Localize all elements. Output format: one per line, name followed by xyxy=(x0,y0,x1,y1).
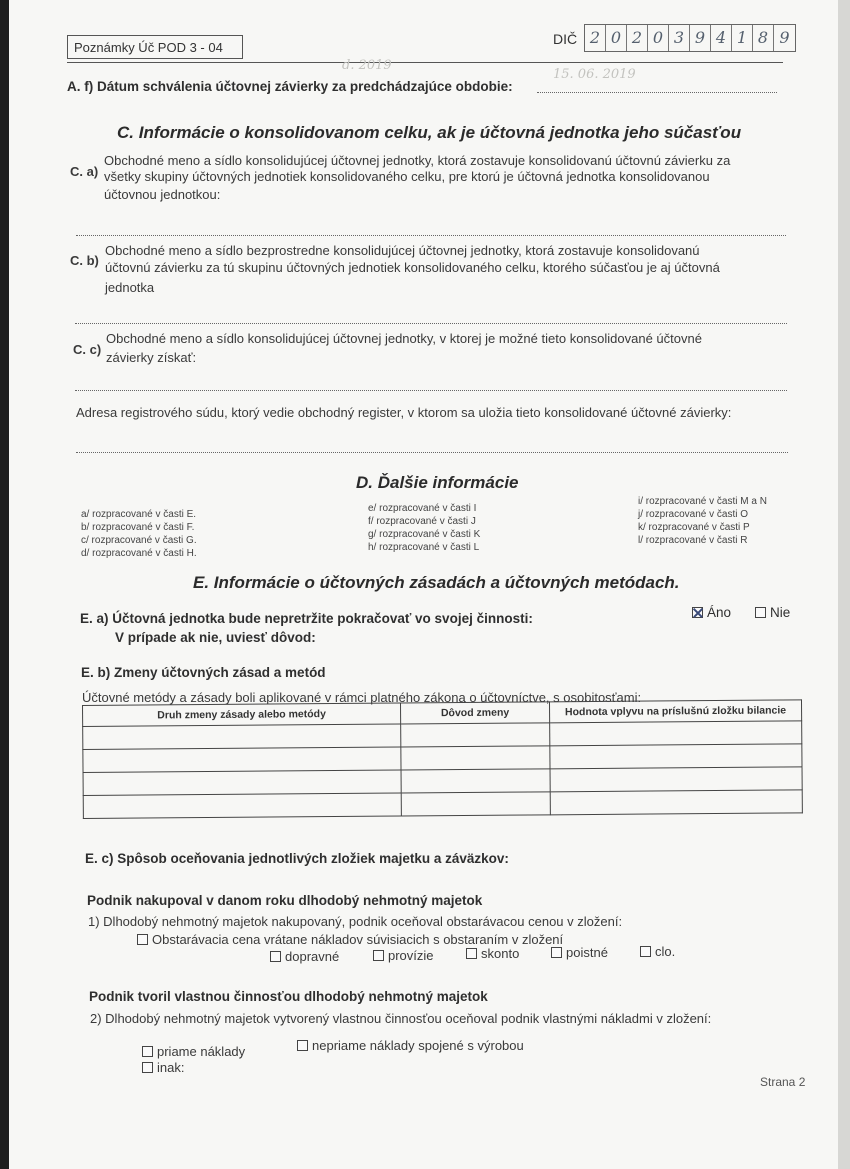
cost-part-poistne[interactable] xyxy=(551,944,608,961)
checkbox[interactable] xyxy=(466,948,477,959)
cb-line-2: účtovnú závierku za tú skupinu účtovných jednotiek konsolidovaného celku, ktorého súčasťou je aj účtovná xyxy=(105,260,720,275)
dic-field xyxy=(584,24,796,52)
list-item: h/ rozpracované v časti L xyxy=(368,542,480,553)
yes-checkbox[interactable] xyxy=(692,607,703,618)
changes-table xyxy=(82,699,803,819)
cb-answer-field[interactable] xyxy=(75,323,787,324)
cost-part-provizie[interactable] xyxy=(373,947,434,964)
indirect-costs-label: nepriame náklady spojené s výrobou xyxy=(312,1038,524,1053)
ea-no-option[interactable] xyxy=(755,605,790,620)
column-header: Druh zmeny zásady alebo metódy xyxy=(83,703,401,726)
cc-label: C. c) xyxy=(73,342,102,357)
yes-label: Áno xyxy=(707,605,732,620)
section-c-heading: C. Informácie o konsolidovanom celku, ak je účtovná jednotka jeho súčasťou xyxy=(117,123,742,142)
cost-option-label: Obstarávacia cena vrátane nákladov súvisiacich s obstaraním v zložení xyxy=(152,932,564,947)
cc-line-2: závierky získať: xyxy=(106,350,197,365)
dic-digit: 4 xyxy=(711,25,732,51)
ca-line-1: Obchodné meno a sídlo konsolidujúcej účtovnej jednotky, ktorá zostavuje konsolidovanú účtovnú závierku za xyxy=(104,153,731,168)
checkbox[interactable] xyxy=(270,951,281,962)
ea-question: E. a) Účtovná jednotka bude nepretržite pokračovať vo svojej činnosti: xyxy=(80,611,533,626)
cc-answer-field[interactable] xyxy=(75,390,787,391)
list-item: a/ rozpracované v časti E. xyxy=(81,509,197,520)
af-approval-label: A. f) Dátum schválenia účtovnej závierky za predchádzajúce obdobie: xyxy=(67,79,513,94)
checkbox[interactable] xyxy=(142,1046,153,1057)
table-cell[interactable] xyxy=(83,793,401,818)
table-cell[interactable] xyxy=(550,744,802,769)
table-cell[interactable] xyxy=(401,769,550,793)
registry-answer-field[interactable] xyxy=(76,452,788,453)
cost-part-label: provízie xyxy=(388,948,434,963)
own-line: 2) Dlhodobý nehmotný majetok vytvorený vlastnou činnosťou oceňoval podnik vlastnými nákladmi v zložení: xyxy=(90,1011,712,1026)
ea-reason-label: V prípade ak nie, uviesť dôvod: xyxy=(115,630,316,645)
faint-handwriting-date: 15. 06. 2019 xyxy=(553,67,636,82)
table-cell[interactable] xyxy=(401,723,550,747)
cb-line-3: jednotka xyxy=(105,280,155,295)
bought-title: Podnik nakupoval v danom roku dlhodobý nehmotný majetok xyxy=(87,893,483,908)
cb-line-1: Obchodné meno a sídlo bezprostredne konsolidujúcej účtovnej jednotky, ktorá zostavuje konsolidovanú xyxy=(105,243,700,258)
table-cell[interactable] xyxy=(550,721,802,746)
section-e-heading: E. Informácie o účtovných zásadách a účtovných metódach. xyxy=(193,573,680,592)
bought-line: 1) Dlhodobý nehmotný majetok nakupovaný, podnik oceňoval obstarávacou cenou v zložení: xyxy=(88,914,623,929)
section-d-list-2 xyxy=(368,502,480,554)
table-cell[interactable] xyxy=(83,770,401,795)
other-costs-option[interactable] xyxy=(142,1059,184,1076)
direct-costs-label: priame náklady xyxy=(157,1044,246,1059)
cc-line-1: Obchodné meno a sídlo konsolidujúcej účtovnej jednotky, v ktorej je možné tieto konsolidované účtovné xyxy=(106,331,702,346)
cb-label: C. b) xyxy=(70,253,99,268)
table-cell[interactable] xyxy=(401,746,550,770)
cost-part-label: skonto xyxy=(481,946,520,961)
dic-digit: 0 xyxy=(648,25,669,51)
scan-right-edge xyxy=(838,0,850,1169)
dic-digit: 2 xyxy=(627,25,648,51)
list-item: g/ rozpracované v časti K xyxy=(368,529,481,540)
other-costs-label: inak: xyxy=(157,1060,185,1075)
list-item: f/ rozpracované v časti J xyxy=(368,516,476,527)
faint-handwriting-top: d. 2019 xyxy=(342,58,392,73)
checkbox[interactable] xyxy=(640,946,651,957)
header-divider xyxy=(67,62,783,63)
cost-part-label: dopravné xyxy=(285,949,340,964)
dic-digit: 9 xyxy=(779,28,790,47)
registry-court-label: Adresa registrového súdu, ktorý vedie obchodný register, v ktorom sa uložia tieto konsolidované účtovné závierky: xyxy=(76,405,732,420)
dic-digit: 1 xyxy=(732,25,753,51)
table-cell[interactable] xyxy=(83,747,401,772)
cost-part-skonto[interactable] xyxy=(466,945,519,962)
indirect-costs-option[interactable] xyxy=(297,1037,524,1054)
ca-line-2: všetky skupiny účtovných jednotiek konsolidovaného celku, pre ktorú je účtovná jednotka konsolidovanou xyxy=(104,169,710,184)
list-item: c/ rozpracované v časti G. xyxy=(81,535,197,546)
checkbox[interactable] xyxy=(297,1040,308,1051)
dic-digit: 9 xyxy=(690,25,711,51)
list-item: j/ rozpracované v časti O xyxy=(638,509,749,520)
ca-label: C. a) xyxy=(70,164,99,179)
list-item: l/ rozpracované v časti R xyxy=(638,535,748,546)
ea-yes-option[interactable] xyxy=(692,605,731,620)
ca-answer-field[interactable] xyxy=(76,235,786,236)
dic-digit: 0 xyxy=(606,25,627,51)
checkbox[interactable] xyxy=(551,947,562,958)
direct-costs-option[interactable] xyxy=(142,1043,245,1060)
cost-option-checkbox[interactable] xyxy=(137,934,148,945)
checkbox[interactable] xyxy=(373,950,384,961)
table-cell[interactable] xyxy=(550,767,802,792)
checkbox[interactable] xyxy=(142,1062,153,1073)
list-item: e/ rozpracované v časti I xyxy=(368,503,477,514)
no-checkbox[interactable] xyxy=(755,607,766,618)
cost-part-label: clo. xyxy=(655,944,676,959)
form-id-box: Poznámky Úč POD 3 - 04 xyxy=(67,35,243,59)
cost-part-clo[interactable] xyxy=(640,943,675,960)
own-title: Podnik tvoril vlastnou činnosťou dlhodobý nehmotný majetok xyxy=(89,989,488,1004)
eb-title: E. b) Zmeny účtovných zásad a metód xyxy=(81,665,326,680)
table-row xyxy=(83,790,802,819)
ec-title: E. c) Spôsob oceňovania jednotlivých zložiek majetku a záväzkov: xyxy=(85,851,509,866)
no-label: Nie xyxy=(770,605,791,620)
table-cell[interactable] xyxy=(401,792,550,816)
list-item: i/ rozpracované v časti M a N xyxy=(638,496,767,507)
table-cell[interactable] xyxy=(550,790,802,815)
section-d-list-1 xyxy=(81,508,197,560)
column-header: Dôvod zmeny xyxy=(400,702,549,724)
cost-part-label: poistné xyxy=(566,945,608,960)
dic-digit: 2 xyxy=(585,25,606,51)
list-item: k/ rozpracované v časti P xyxy=(638,522,750,533)
dic-label: DIČ xyxy=(553,31,578,47)
column-header: Hodnota vplyvu na príslušnú zložku bilancie xyxy=(549,700,801,723)
list-item: d/ rozpracované v časti H. xyxy=(81,548,197,559)
dic-digit: 3 xyxy=(669,25,690,51)
page-number: Strana 2 xyxy=(760,1075,806,1089)
ca-line-3: účtovnou jednotkou: xyxy=(104,187,221,202)
cost-part-dopravne[interactable] xyxy=(270,948,339,965)
list-item: b/ rozpracované v časti F. xyxy=(81,522,195,533)
scan-left-edge xyxy=(0,0,9,1169)
af-date-field[interactable] xyxy=(537,92,777,93)
dic-digit: 8 xyxy=(753,25,774,51)
table-cell[interactable] xyxy=(83,724,401,749)
eb-intro: Účtovné metódy a zásady boli aplikované v rámci platného zákona o účtovníctve, s osobitosťami: xyxy=(82,690,642,705)
section-d-list-3 xyxy=(638,495,767,547)
section-d-heading: D. Ďalšie informácie xyxy=(356,473,519,492)
